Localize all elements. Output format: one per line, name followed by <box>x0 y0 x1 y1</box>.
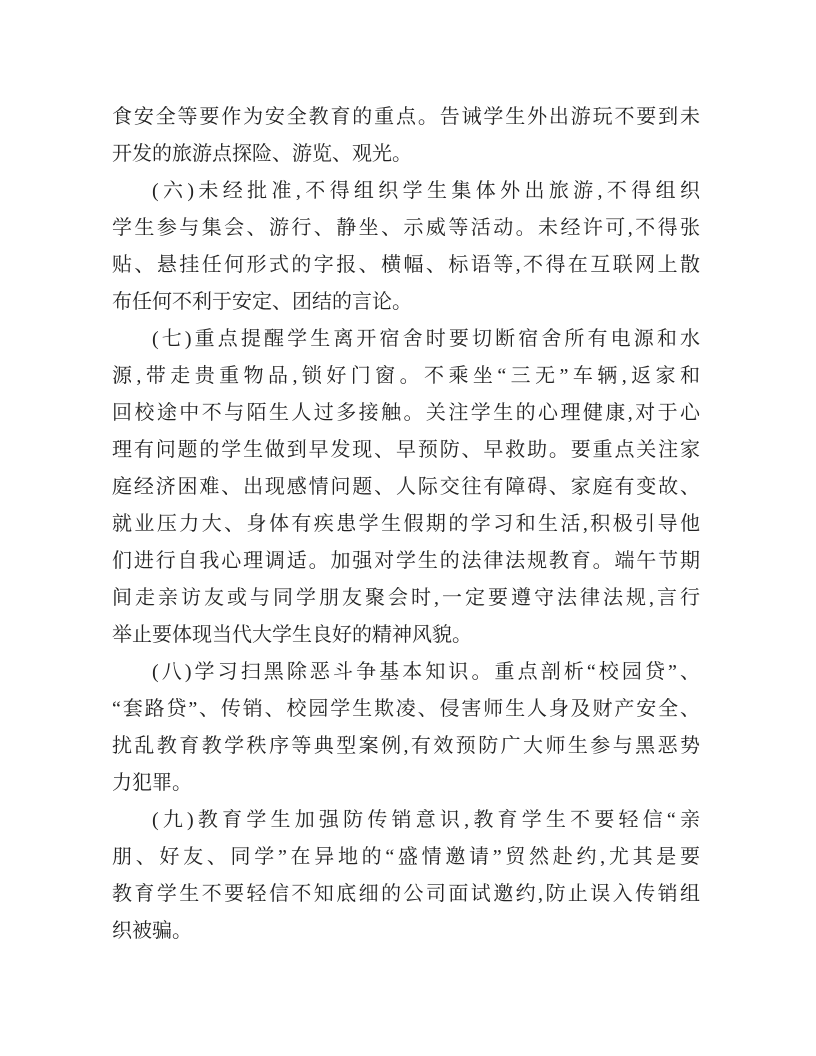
text-line: 理有问题的学生做到早发现、早预防、早救助。要重点关注家 <box>112 439 700 461</box>
text-line: 贴、悬挂任何形式的字报、横幅、标语等,不得在互联网上散 <box>112 254 700 276</box>
text-line: 布任何不利于安定、团结的言论。 <box>112 291 412 313</box>
text-line: 织被骗。 <box>112 920 192 942</box>
text-line: 扰乱教育教学秩序等典型案例,有效预防广大师生参与黑恶势 <box>112 735 700 757</box>
text-line: 源,带走贵重物品,锁好门窗。不乘坐“三无”车辆,返家和 <box>112 365 700 387</box>
text-line: 朋、好友、同学”在异地的“盛情邀请”贸然赴约,尤其是要 <box>112 846 700 868</box>
text-line: 学生参与集会、游行、静坐、示威等活动。未经许可,不得张 <box>112 217 700 239</box>
text-line: 教育学生不要轻信不知底细的公司面试邀约,防止误入传销组 <box>112 883 700 905</box>
paragraph <box>112 321 700 654</box>
text-line: “套路贷”、传销、校园学生欺凌、侵害师生人身及财产安全、 <box>112 698 700 720</box>
text-line: (七)重点提醒学生离开宿舍时要切断宿舍所有电源和水 <box>152 328 700 350</box>
paragraph <box>112 654 700 802</box>
text-line: 就业压力大、身体有疾患学生假期的学习和生活,积极引导他 <box>112 513 700 535</box>
text-line: (九)教育学生加强防传销意识,教育学生不要轻信“亲 <box>152 809 700 831</box>
text-line: 开发的旅游点探险、游览、观光。 <box>112 143 412 165</box>
paragraph <box>112 173 700 321</box>
text-line: 力犯罪。 <box>112 772 192 794</box>
paragraph <box>112 802 700 950</box>
text-line: (八)学习扫黑除恶斗争基本知识。重点剖析“校园贷”、 <box>152 661 700 683</box>
text-line: 间走亲访友或与同学朋友聚会时,一定要遵守法律法规,言行 <box>112 587 700 609</box>
text-line: 回校途中不与陌生人过多接触。关注学生的心理健康,对于心 <box>112 402 700 424</box>
paragraph <box>112 99 700 173</box>
text-line: 举止要体现当代大学生良好的精神风貌。 <box>112 624 472 646</box>
text-line: (六)未经批准,不得组织学生集体外出旅游,不得组织 <box>152 180 700 202</box>
text-line: 庭经济困难、出现感情问题、人际交往有障碍、家庭有变故、 <box>112 476 700 498</box>
text-line: 食安全等要作为安全教育的重点。告诫学生外出游玩不要到未 <box>112 106 700 128</box>
document-content <box>112 99 700 950</box>
text-line: 们进行自我心理调适。加强对学生的法律法规教育。端午节期 <box>112 550 700 572</box>
